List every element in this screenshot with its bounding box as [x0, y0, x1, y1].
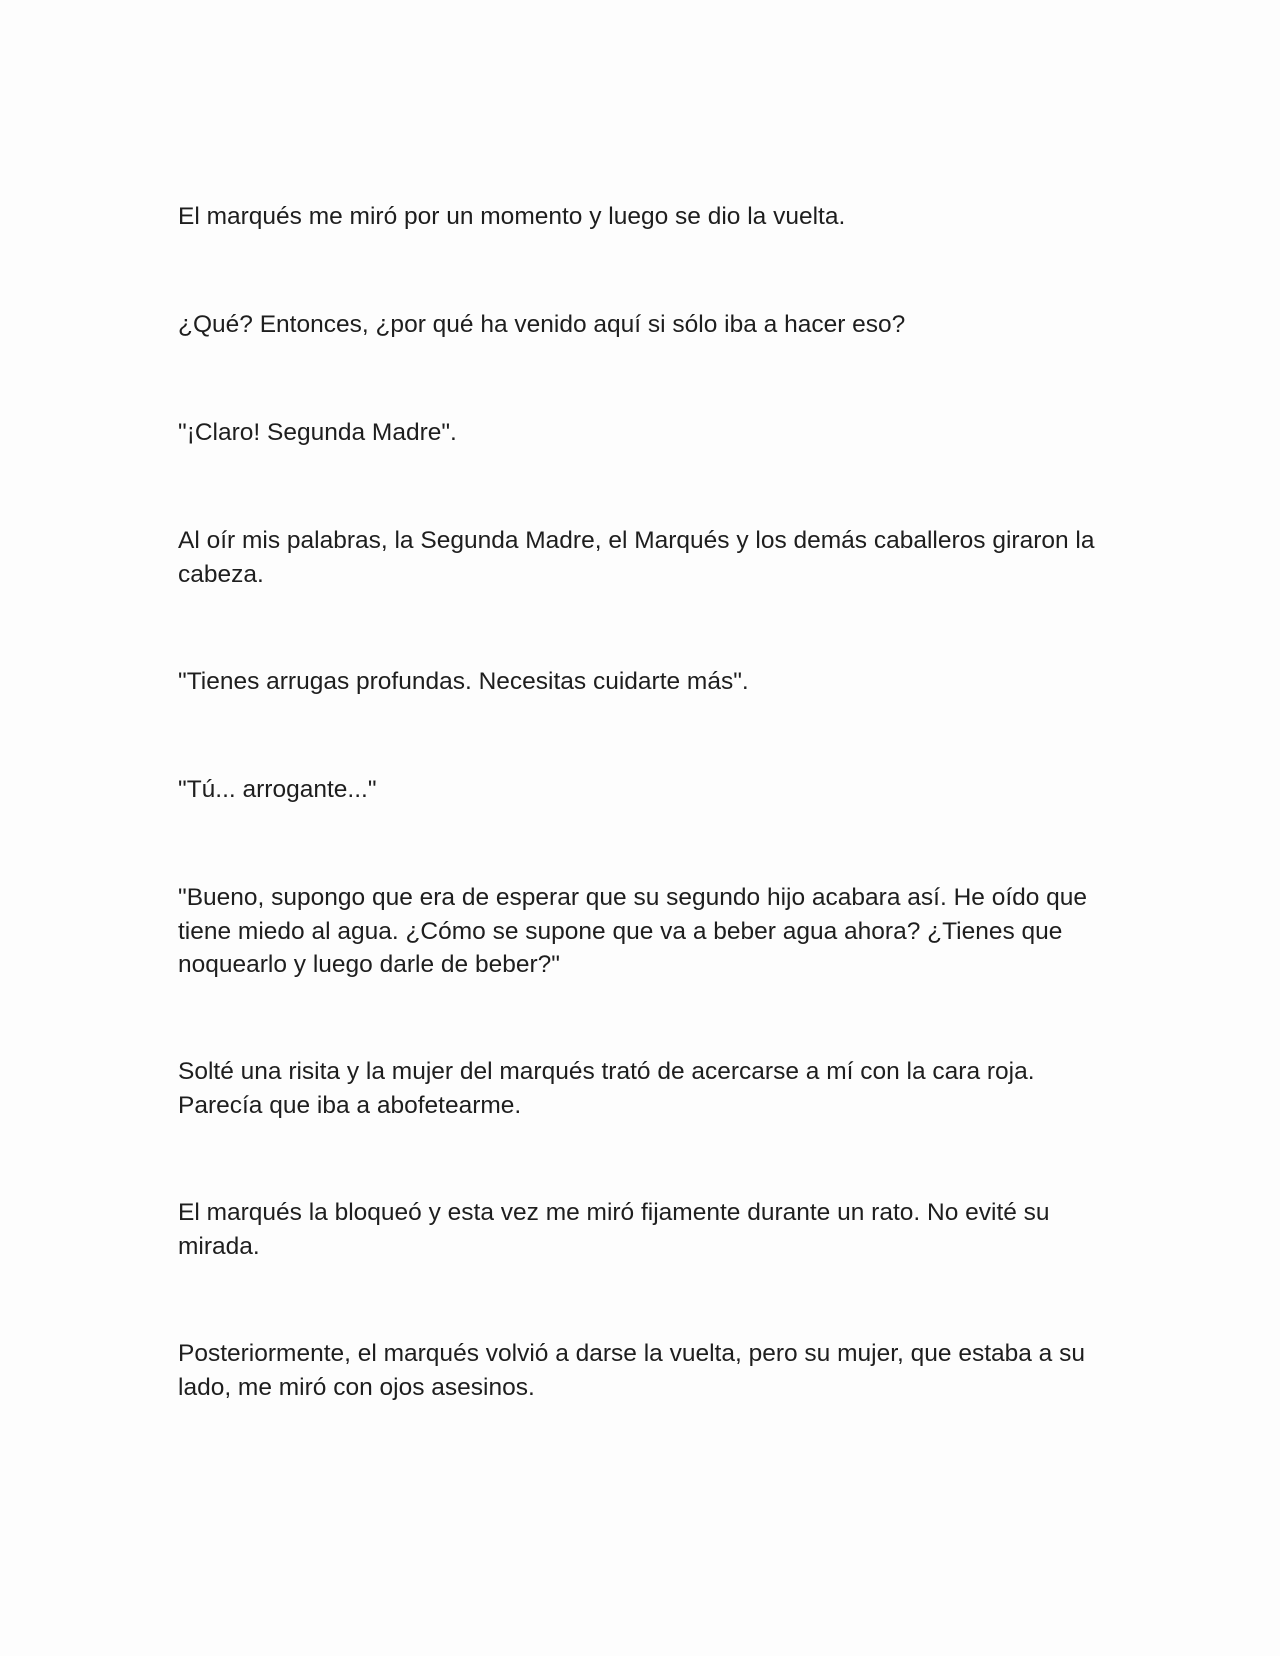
paragraph: ¿Qué? Entonces, ¿por qué ha venido aquí si sólo iba a hacer eso?	[178, 311, 906, 338]
paragraph: Solté una risita y la mujer del marqués trató de acercarse a mí con la cara roja. Parecía que iba a abofetearme.	[178, 1058, 1035, 1119]
paragraph: El marqués la bloqueó y esta vez me miró fijamente durante un rato. No evité su mirada.	[178, 1199, 1050, 1260]
paragraph: Al oír mis palabras, la Segunda Madre, el Marqués y los demás caballeros giraron la cabeza.	[178, 527, 1095, 588]
paragraph: "Bueno, supongo que era de esperar que su segundo hijo acabara así. He oído que tiene miedo al agua. ¿Cómo se supone que va a beber agua ahora? ¿Tienes que noquearlo y luego darle de beber?"	[178, 884, 1088, 978]
paragraph: "¡Claro! Segunda Madre".	[178, 419, 457, 446]
paragraph: "Tú... arrogante..."	[178, 776, 377, 803]
paragraph: Posteriormente, el marqués volvió a darse la vuelta, pero su mujer, que estaba a su lado, me miró con ojos asesinos.	[178, 1340, 1085, 1401]
paragraph: El marqués me miró por un momento y luego se dio la vuelta.	[178, 203, 846, 230]
paragraph: "Tienes arrugas profundas. Necesitas cuidarte más".	[178, 668, 749, 695]
